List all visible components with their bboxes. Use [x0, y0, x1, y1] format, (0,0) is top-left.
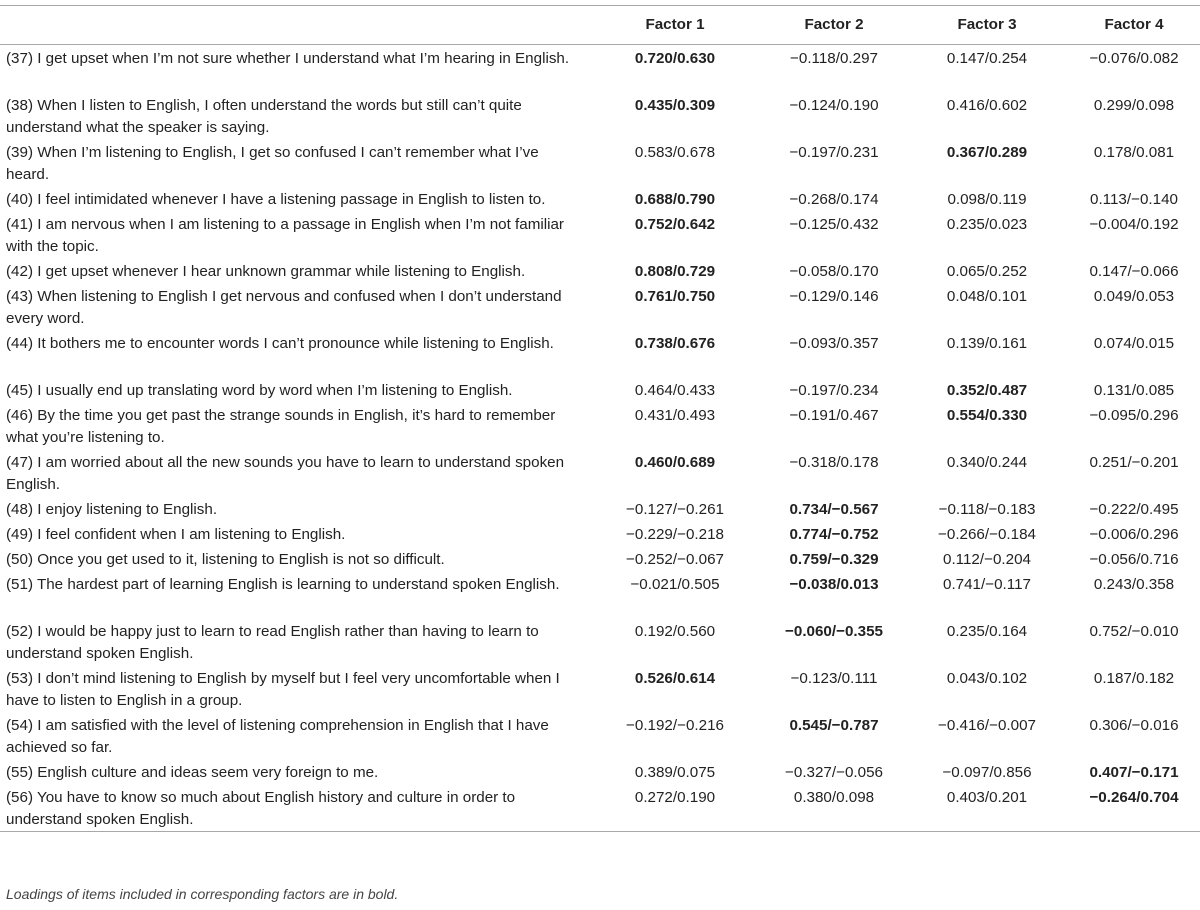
- header-factor-1: Factor 1: [588, 6, 762, 45]
- table-row: [0, 665, 1200, 712]
- item-text: (41) I am nervous when I am listening to a passage in English when I’m not familiar with the topic.: [6, 216, 564, 255]
- table-row: [0, 496, 1200, 521]
- loading-factor-4: 0.251/−0.201: [1089, 454, 1179, 471]
- loading-factor-2: 0.759/−0.329: [789, 551, 879, 568]
- item-text: (53) I don’t mind listening to English by myself but I feel very uncomfortable when I have to listen to English in a group.: [6, 670, 560, 709]
- loading-factor-3: 0.554/0.330: [946, 407, 1028, 424]
- item-text: (40) I feel intimidated whenever I have a listening passage in English to listen to.: [6, 191, 546, 208]
- loading-factor-4: 0.306/−0.016: [1089, 717, 1179, 734]
- loading-factor-2: −0.038/0.013: [789, 576, 879, 593]
- loading-factor-1: 0.688/0.790: [634, 191, 716, 208]
- item-text: (39) When I’m listening to English, I get so confused I can’t remember what I’ve heard.: [6, 144, 539, 183]
- table-row: [0, 449, 1200, 496]
- loading-factor-3: 0.352/0.487: [946, 382, 1028, 399]
- loading-factor-2: −0.197/0.234: [789, 382, 879, 399]
- loading-factor-2: −0.118/0.297: [790, 50, 878, 67]
- loading-factor-4: 0.147/−0.066: [1089, 263, 1179, 280]
- header-row: [0, 6, 1200, 45]
- table-row: [0, 211, 1200, 258]
- loading-factor-1: 0.389/0.075: [634, 764, 716, 781]
- loading-factor-3: −0.416/−0.007: [938, 717, 1036, 734]
- loading-factor-3: 0.416/0.602: [946, 97, 1028, 114]
- header-factor-4: Factor 4: [1068, 6, 1200, 45]
- item-text: (52) I would be happy just to learn to read English rather than having to learn to understand spoken English.: [6, 623, 539, 662]
- loading-factor-3: 0.403/0.201: [906, 784, 1068, 832]
- table-row: [0, 546, 1200, 571]
- item-text: (46) By the time you get past the strange sounds in English, it’s hard to remember what you’re listening to.: [6, 407, 556, 446]
- loading-factor-1: −0.127/−0.261: [626, 501, 724, 518]
- table-row: [0, 521, 1200, 546]
- item-text: (51) The hardest part of learning English is learning to understand spoken English.: [6, 576, 560, 593]
- table-row: [0, 759, 1200, 784]
- loading-factor-1: −0.229/−0.218: [626, 526, 724, 543]
- loading-factor-1: 0.526/0.614: [634, 670, 716, 687]
- table-row: [0, 377, 1200, 402]
- loading-factor-1: 0.583/0.678: [634, 144, 716, 161]
- table-row: [0, 258, 1200, 283]
- item-text: (54) I am satisfied with the level of listening comprehension in English that I have achieved so far.: [6, 717, 549, 756]
- loading-factor-3: −0.097/0.856: [942, 764, 1032, 781]
- loading-factor-4: −0.095/0.296: [1089, 407, 1179, 424]
- loading-factor-2: −0.268/0.174: [789, 191, 879, 208]
- loading-factor-2: 0.734/−0.567: [789, 501, 879, 518]
- loading-factor-1: −0.192/−0.216: [626, 717, 724, 734]
- item-text: (48) I enjoy listening to English.: [6, 501, 218, 518]
- loading-factor-3: 0.235/0.164: [946, 623, 1028, 640]
- table-row: [0, 571, 1200, 618]
- loading-factor-4: 0.187/0.182: [1093, 670, 1175, 687]
- loading-factor-2: −0.123/0.111: [790, 670, 878, 687]
- table-row: [0, 139, 1200, 186]
- loading-factor-3: 0.098/0.119: [947, 191, 1027, 208]
- table-row: [0, 402, 1200, 449]
- item-text: (38) When I listen to English, I often understand the words but still can’t quite understand what the speaker is saying.: [6, 97, 522, 136]
- loading-factor-3: 0.235/0.023: [946, 216, 1028, 233]
- item-text: (47) I am worried about all the new sounds you have to learn to understand spoken English.: [6, 454, 565, 493]
- loading-factor-2: 0.545/−0.787: [789, 717, 879, 734]
- table-row: [0, 186, 1200, 211]
- loading-factor-3: 0.139/0.161: [946, 335, 1028, 352]
- header-item: [0, 6, 588, 45]
- item-text: (37) I get upset when I’m not sure whether I understand what I’m hearing in English.: [6, 50, 570, 67]
- loading-factor-3: −0.266/−0.184: [938, 526, 1036, 543]
- loading-factor-1: 0.720/0.630: [634, 50, 716, 67]
- loading-factor-4: −0.264/0.704: [1068, 784, 1200, 832]
- loading-factor-2: −0.124/0.190: [789, 97, 879, 114]
- loading-factor-4: −0.222/0.495: [1089, 501, 1179, 518]
- table-row: [0, 618, 1200, 665]
- loading-factor-3: −0.118/−0.183: [938, 501, 1036, 518]
- item-text: (49) I feel confident when I am listening to English.: [6, 526, 346, 543]
- loading-factor-1: 0.272/0.190: [588, 784, 762, 832]
- loading-factor-3: 0.147/0.254: [946, 50, 1028, 67]
- header-factor-2: Factor 2: [762, 6, 906, 45]
- loading-factor-4: 0.407/−0.171: [1089, 764, 1179, 781]
- loading-factor-3: 0.043/0.102: [946, 670, 1028, 687]
- loading-factor-1: 0.192/0.560: [634, 623, 716, 640]
- table-row: [0, 330, 1200, 377]
- loading-factor-2: 0.774/−0.752: [789, 526, 879, 543]
- loading-factor-2: −0.060/−0.355: [785, 623, 883, 640]
- factor-loadings-table: [0, 5, 1200, 832]
- loading-factor-1: −0.252/−0.067: [626, 551, 724, 568]
- item-text: (50) Once you get used to it, listening to English is not so difficult.: [6, 551, 445, 568]
- loading-factor-1: 0.808/0.729: [634, 263, 716, 280]
- loading-factor-2: −0.327/−0.056: [785, 764, 883, 781]
- loading-factor-3: 0.367/0.289: [946, 144, 1028, 161]
- loading-factor-4: −0.076/0.082: [1089, 50, 1179, 67]
- loading-factor-4: 0.243/0.358: [1093, 576, 1175, 593]
- table-row: [0, 45, 1200, 93]
- loading-factor-2: −0.129/0.146: [789, 288, 879, 305]
- loading-factor-1: −0.021/0.505: [630, 576, 720, 593]
- loading-factor-1: 0.464/0.433: [634, 382, 716, 399]
- item-text: (56) You have to know so much about English history and culture in order to understand spoken English.: [0, 784, 588, 832]
- loading-factor-1: 0.738/0.676: [634, 335, 716, 352]
- loading-factor-4: 0.299/0.098: [1093, 97, 1175, 114]
- loading-factor-3: 0.741/−0.117: [943, 576, 1031, 593]
- item-text: (42) I get upset whenever I hear unknown grammar while listening to English.: [6, 263, 526, 280]
- loading-factor-2: −0.093/0.357: [789, 335, 879, 352]
- loading-factor-4: 0.131/0.085: [1093, 382, 1175, 399]
- table-row: [0, 712, 1200, 759]
- table-row: [0, 283, 1200, 330]
- loading-factor-4: 0.752/−0.010: [1089, 623, 1179, 640]
- table-body: [0, 45, 1200, 832]
- loading-factor-2: −0.191/0.467: [789, 407, 879, 424]
- loading-factor-4: 0.113/−0.140: [1090, 191, 1178, 208]
- loading-factor-2: −0.197/0.231: [789, 144, 879, 161]
- item-text: (55) English culture and ideas seem very foreign to me.: [6, 764, 379, 781]
- loading-factor-2: 0.380/0.098: [762, 784, 906, 832]
- loading-factor-4: 0.178/0.081: [1093, 144, 1175, 161]
- loading-factor-3: 0.340/0.244: [946, 454, 1028, 471]
- loading-factor-3: 0.065/0.252: [946, 263, 1028, 280]
- loading-factor-3: 0.112/−0.204: [943, 551, 1031, 568]
- item-text: (43) When listening to English I get nervous and confused when I don’t understand every word.: [6, 288, 562, 327]
- table-row: [0, 92, 1200, 139]
- loading-factor-1: 0.431/0.493: [634, 407, 716, 424]
- loading-factor-3: 0.048/0.101: [946, 288, 1028, 305]
- loading-factor-4: 0.049/0.053: [1093, 288, 1175, 305]
- loading-factor-4: −0.006/0.296: [1089, 526, 1179, 543]
- loading-factor-4: −0.056/0.716: [1089, 551, 1179, 568]
- loading-factor-1: 0.761/0.750: [634, 288, 716, 305]
- loading-factor-4: −0.004/0.192: [1089, 216, 1179, 233]
- loading-factor-2: −0.125/0.432: [789, 216, 879, 233]
- loading-factor-1: 0.752/0.642: [634, 216, 716, 233]
- table-footnote: Loadings of items included in corresponding factors are in bold.: [6, 886, 399, 902]
- item-text: (45) I usually end up translating word by word when I’m listening to English.: [6, 382, 513, 399]
- loading-factor-1: 0.460/0.689: [634, 454, 716, 471]
- table-row: [0, 784, 1200, 832]
- loading-factor-2: −0.058/0.170: [789, 263, 879, 280]
- loading-factor-2: −0.318/0.178: [789, 454, 879, 471]
- header-factor-3: Factor 3: [906, 6, 1068, 45]
- loading-factor-4: 0.074/0.015: [1093, 335, 1175, 352]
- loading-factor-1: 0.435/0.309: [634, 97, 716, 114]
- item-text: (44) It bothers me to encounter words I can’t pronounce while listening to English.: [6, 335, 554, 352]
